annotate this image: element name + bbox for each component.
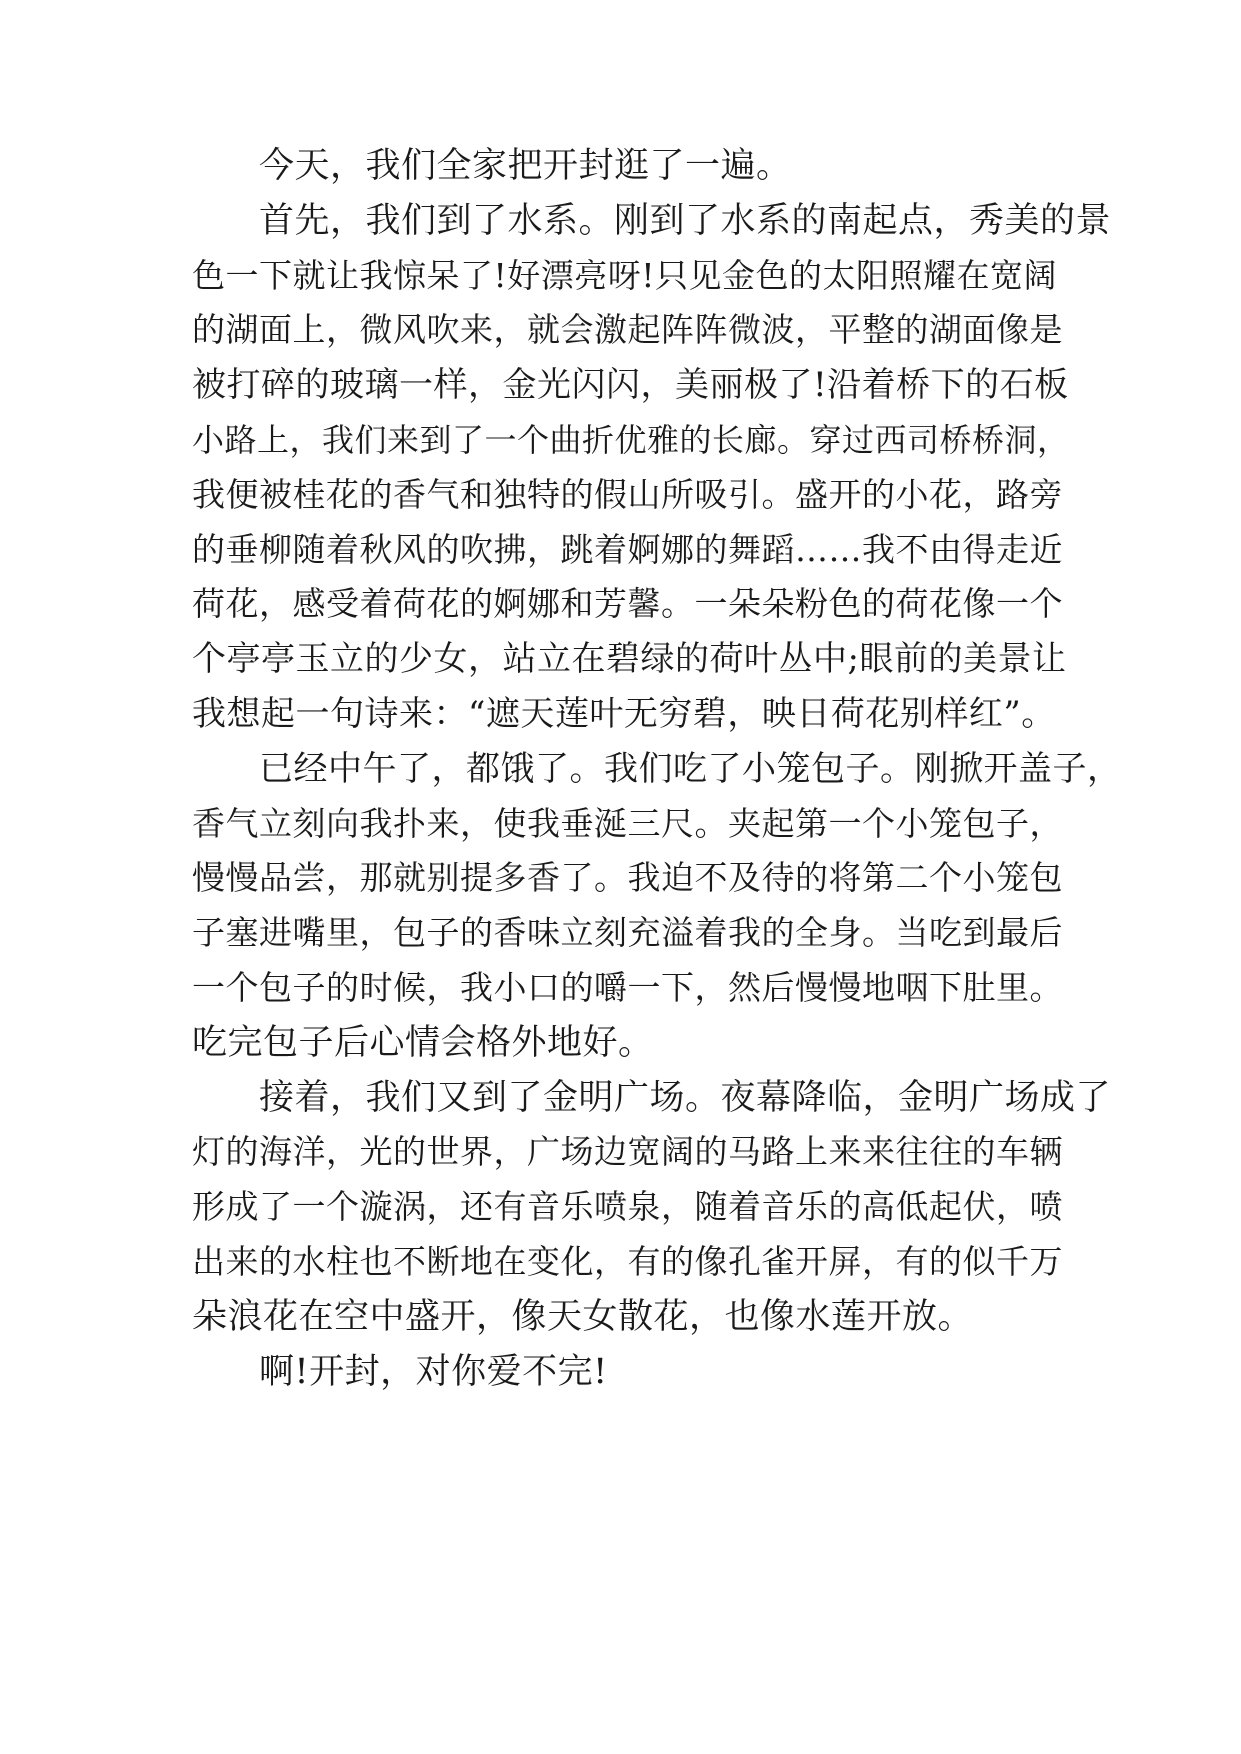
paragraph-4-line-4: 出来的水柱也不断地在变化，有的像孔雀开屏，有的似千万 bbox=[192, 1242, 1063, 1281]
paragraph-2-line-10: 我想起一句诗来：“遮天莲叶无穷碧，映日荷花别样红”。 bbox=[192, 694, 1056, 734]
paragraph-3-line-4: 子塞进嘴里，包子的香味立刻充溢着我的全身。当吃到最后 bbox=[192, 913, 1063, 952]
paragraph-4-line-1: 接着，我们又到了金明广场。夜幕降临，金明广场成了 bbox=[259, 1078, 1112, 1118]
paragraph-2-line-1: 首先，我们到了水系。刚到了水系的南起点，秀美的景 bbox=[259, 201, 1112, 241]
paragraph-5-line-1: 啊!开封，对你爱不完! bbox=[259, 1352, 608, 1392]
paragraph-2-line-3: 的湖面上，微风吹来，就会激起阵阵微波，平整的湖面像是 bbox=[192, 310, 1063, 349]
paragraph-2-line-2: 色一下就让我惊呆了!好漂亮呀!只见金色的太阳照耀在宽阔 bbox=[192, 256, 1058, 295]
paragraph-2-line-9: 个亭亭玉立的少女，站立在碧绿的荷叶丛中;眼前的美景让 bbox=[192, 639, 1067, 679]
paragraph-2-line-7: 的垂柳随着秋风的吹拂，跳着婀娜的舞蹈……我不由得走近 bbox=[192, 530, 1063, 569]
paragraph-2-line-8: 荷花，感受着荷花的婀娜和芳馨。一朵朵粉色的荷花像一个 bbox=[192, 584, 1063, 623]
paragraph-3-line-1: 已经中午了，都饿了。我们吃了小笼包子。刚掀开盖子， bbox=[259, 749, 1122, 789]
paragraph-4-line-3: 形成了一个漩涡，还有音乐喷泉，随着音乐的高低起伏，喷 bbox=[192, 1187, 1063, 1226]
paragraph-3-line-2: 香气立刻向我扑来，使我垂涎三尺。夹起第一个小笼包子， bbox=[192, 804, 1063, 843]
paragraph-1-line-1: 今天，我们全家把开封逛了一遍。 bbox=[259, 146, 792, 186]
paragraph-3-line-5: 一个包子的时候，我小口的嚼一下，然后慢慢地咽下肚里。 bbox=[192, 968, 1063, 1007]
paragraph-2-line-4: 被打碎的玻璃一样，金光闪闪，美丽极了!沿着桥下的石板 bbox=[192, 365, 1069, 405]
paragraph-2-line-6: 我便被桂花的香气和独特的假山所吸引。盛开的小花，路旁 bbox=[192, 475, 1063, 514]
paragraph-4-line-2: 灯的海洋，光的世界，广场边宽阔的马路上来来往往的车辆 bbox=[192, 1132, 1063, 1171]
paragraph-2-line-5: 小路上，我们来到了一个曲折优雅的长廊。穿过西司桥桥洞， bbox=[192, 421, 1070, 459]
paragraph-3-line-6: 吃完包子后心情会格外地好。 bbox=[192, 1023, 654, 1063]
paragraph-3-line-3: 慢慢品尝，那就别提多香了。我迫不及待的将第二个小笼包 bbox=[192, 858, 1063, 897]
paragraph-4-line-5: 朵浪花在空中盛开，像天女散花，也像水莲开放。 bbox=[192, 1297, 974, 1337]
